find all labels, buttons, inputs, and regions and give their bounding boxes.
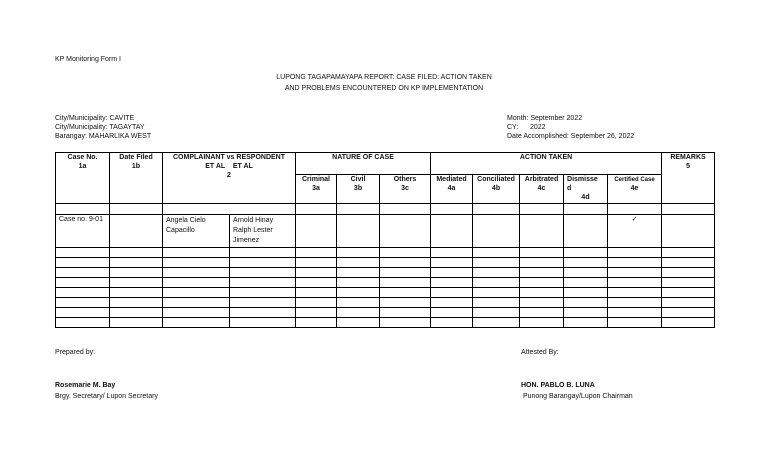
table-cell-empty xyxy=(662,248,715,258)
table-cell-empty xyxy=(380,268,431,278)
table-cell-empty xyxy=(163,308,230,318)
table-cell-empty xyxy=(380,278,431,288)
header-civil-label: Civil xyxy=(350,176,366,183)
header-remarks xyxy=(662,153,715,204)
header-complainant-code: 2 xyxy=(227,171,231,179)
table-cell-empty xyxy=(564,318,608,328)
table-cell-empty xyxy=(608,298,662,308)
table-cell-empty xyxy=(163,288,230,298)
cell-case-no: Case no. 9-01 xyxy=(56,215,110,248)
table-cell-empty xyxy=(56,268,110,278)
cell-complainant: Angela Cielo Capacillo xyxy=(163,215,230,248)
header-mediated-label: Mediated xyxy=(436,176,467,183)
table-cell-empty xyxy=(380,308,431,318)
header-certified-code: 4e xyxy=(630,184,639,192)
table-row-empty xyxy=(56,298,715,308)
prepared-by-label: Prepared by: xyxy=(55,349,96,356)
table-cell-empty xyxy=(296,318,337,328)
table-cell-empty xyxy=(337,278,380,288)
table-cell-empty xyxy=(564,308,608,318)
header-criminal-code: 3a xyxy=(312,184,320,192)
header-arbitrated-code: 4c xyxy=(537,184,546,192)
table-cell-empty xyxy=(662,318,715,328)
cell-dismissed xyxy=(564,215,608,248)
table-cell-empty xyxy=(337,308,380,318)
table-cell-empty xyxy=(473,298,520,308)
header-certified-case xyxy=(608,175,662,204)
table-cell-empty xyxy=(230,268,296,278)
table-cell-empty xyxy=(56,298,110,308)
table-cell-empty xyxy=(296,298,337,308)
table-cell-empty xyxy=(380,258,431,268)
report-month: Month: September 2022 xyxy=(507,115,583,122)
case-report-table xyxy=(55,152,715,328)
table-cell-empty xyxy=(431,268,473,278)
header-et-al: ET AL ET AL xyxy=(205,162,253,170)
attester-title: Punong Barangay/Lupon Chairman xyxy=(521,392,633,400)
header-civil-code: 3b xyxy=(353,184,363,192)
table-cell-empty xyxy=(473,288,520,298)
table-cell-empty xyxy=(520,308,564,318)
header-certified-label: Certified Case xyxy=(614,177,655,183)
date-accomplished: Date Accomplished: September 26, 2022 xyxy=(507,133,635,141)
table-cell-empty xyxy=(431,308,473,318)
table-cell-empty xyxy=(230,248,296,258)
header-dismissed-code: 4d xyxy=(581,193,590,201)
barangay: Barangay: MAHARLIKA WEST xyxy=(55,133,152,141)
table-cell-empty xyxy=(520,268,564,278)
table-cell-empty xyxy=(230,298,296,308)
table-cell-empty xyxy=(520,248,564,258)
table-cell-empty xyxy=(662,258,715,268)
table-cell-empty xyxy=(337,298,380,308)
header-dismissed-label: Dismisse d xyxy=(567,176,598,192)
header-case-no-label: Case No. xyxy=(67,154,98,161)
table-cell-empty xyxy=(520,288,564,298)
table-cell-empty xyxy=(296,258,337,268)
city-municipality-1: City/Municipality: CAVITE xyxy=(55,115,135,122)
table-cell-empty xyxy=(110,288,163,298)
attester-signature-block xyxy=(521,381,633,402)
cell-certified-checkmark: ✓ xyxy=(608,215,662,248)
table-row xyxy=(56,215,715,248)
header-case-no xyxy=(56,153,110,204)
table-cell-empty xyxy=(564,298,608,308)
table-cell-empty xyxy=(520,258,564,268)
table-cell-empty xyxy=(296,308,337,318)
table-cell-empty xyxy=(380,298,431,308)
table-cell-empty xyxy=(662,268,715,278)
table-cell-empty xyxy=(110,258,163,268)
header-action-taken: ACTION TAKEN xyxy=(431,153,662,175)
table-cell-empty xyxy=(608,258,662,268)
table-cell-empty xyxy=(110,318,163,328)
table-cell-empty xyxy=(662,308,715,318)
header-remarks-label: REMARKS xyxy=(670,154,706,161)
table-cell-empty xyxy=(110,248,163,258)
table-cell-empty xyxy=(662,298,715,308)
table-cell-empty xyxy=(431,248,473,258)
table-cell-empty xyxy=(296,278,337,288)
cell-conciliated xyxy=(473,215,520,248)
table-cell-empty xyxy=(608,318,662,328)
table-cell-empty xyxy=(163,278,230,288)
table-cell-empty xyxy=(110,308,163,318)
table-cell-empty xyxy=(564,288,608,298)
table-cell-empty xyxy=(564,268,608,278)
cell-arbitrated xyxy=(520,215,564,248)
period-info xyxy=(507,114,634,141)
preparer-signature-block xyxy=(55,381,158,402)
location-info xyxy=(55,114,151,141)
table-cell-empty xyxy=(608,288,662,298)
table-cell-empty xyxy=(608,278,662,288)
table-row-empty xyxy=(56,258,715,268)
header-mediated xyxy=(431,175,473,204)
table-cell-empty xyxy=(230,288,296,298)
header-remarks-code: 5 xyxy=(686,162,690,170)
table-cell-empty xyxy=(564,278,608,288)
table-row-empty xyxy=(56,248,715,258)
header-others xyxy=(380,175,431,204)
cell-others xyxy=(380,215,431,248)
header-nature-of-case: NATURE OF CASE xyxy=(296,153,431,175)
table-cell-empty xyxy=(56,288,110,298)
header-conciliated xyxy=(473,175,520,204)
table-cell-empty xyxy=(431,298,473,308)
table-cell-empty xyxy=(380,318,431,328)
header-criminal-label: Criminal xyxy=(302,176,331,183)
header-complainant-label: COMPLAINANT vs RESPONDENT xyxy=(173,154,286,161)
table-cell-empty xyxy=(110,268,163,278)
report-title xyxy=(0,73,768,94)
header-date-filed-label: Date Filed xyxy=(119,154,153,161)
table-spacer-row xyxy=(56,204,715,215)
table-cell-empty xyxy=(564,258,608,268)
table-cell-empty xyxy=(337,318,380,328)
table-cell-empty xyxy=(520,318,564,328)
header-others-code: 3c xyxy=(401,184,409,192)
calendar-year: CY: 2022 xyxy=(507,124,546,132)
table-cell-empty xyxy=(473,258,520,268)
attester-name: HON. PABLO B. LUNA xyxy=(521,382,595,389)
table-cell-empty xyxy=(110,278,163,288)
report-title-line1: LUPONG TAGAPAMAYAPA REPORT: CASE FILED: ACTION TAKEN xyxy=(276,74,492,81)
table-cell-empty xyxy=(337,248,380,258)
table-cell-empty xyxy=(163,298,230,308)
report-title-line2: AND PROBLEMS ENCOUNTERED ON KP IMPLEMENTATION xyxy=(284,84,484,92)
table-cell-empty xyxy=(56,318,110,328)
cell-criminal xyxy=(296,215,337,248)
preparer-title: Brgy. Secretary/ Lupon Secretary xyxy=(55,392,158,400)
attested-by-label: Attested By: xyxy=(521,349,559,356)
table-cell-empty xyxy=(56,258,110,268)
table-cell-empty xyxy=(296,288,337,298)
header-mediated-code: 4a xyxy=(447,184,456,192)
cell-mediated xyxy=(431,215,473,248)
table-cell-empty xyxy=(608,308,662,318)
table-cell-empty xyxy=(473,308,520,318)
header-case-no-code: 1a xyxy=(78,162,87,170)
table-row-empty xyxy=(56,318,715,328)
table-cell-empty xyxy=(110,298,163,308)
table-cell-empty xyxy=(163,268,230,278)
table-cell-empty xyxy=(56,308,110,318)
table-cell-empty xyxy=(520,298,564,308)
table-cell-empty xyxy=(163,258,230,268)
cell-respondent: Arnold Hinay Ralph Lester Jimenez xyxy=(230,215,296,248)
table-cell-empty xyxy=(431,278,473,288)
table-cell-empty xyxy=(608,248,662,258)
table-row-empty xyxy=(56,278,715,288)
header-arbitrated xyxy=(520,175,564,204)
header-criminal xyxy=(296,175,337,204)
table-cell-empty xyxy=(608,268,662,278)
form-label: KP Monitoring Form I xyxy=(55,56,122,63)
table-cell-empty xyxy=(473,248,520,258)
table-cell-empty xyxy=(56,278,110,288)
header-conciliated-label: Conciliated xyxy=(477,176,515,183)
header-conciliated-code: 4b xyxy=(491,184,501,192)
table-cell-empty xyxy=(337,268,380,278)
header-others-label: Others xyxy=(393,176,417,183)
header-date-filed-code: 1b xyxy=(131,162,141,170)
table-cell-empty xyxy=(431,258,473,268)
table-row-empty xyxy=(56,308,715,318)
header-dismissed xyxy=(564,175,608,204)
header-arbitrated-label: Arbitrated xyxy=(524,176,559,183)
table-cell-empty xyxy=(56,248,110,258)
table-cell-empty xyxy=(380,248,431,258)
table-cell-empty xyxy=(230,258,296,268)
table-row-empty xyxy=(56,288,715,298)
header-complainant-respondent xyxy=(163,153,296,204)
cell-civil xyxy=(337,215,380,248)
table-cell-empty xyxy=(163,248,230,258)
city-municipality-2: City/Municipality: TAGAYTAY xyxy=(55,124,145,132)
table-cell-empty xyxy=(431,318,473,328)
table-cell-empty xyxy=(337,258,380,268)
table-cell-empty xyxy=(431,288,473,298)
table-cell-empty xyxy=(520,278,564,288)
cell-date-filed xyxy=(110,215,163,248)
table-cell-empty xyxy=(473,318,520,328)
table-cell-empty xyxy=(662,278,715,288)
table-cell-empty xyxy=(296,248,337,258)
preparer-name: Rosemarie M. Bay xyxy=(55,382,116,389)
table-row-empty xyxy=(56,268,715,278)
table-cell-empty xyxy=(163,318,230,328)
table-cell-empty xyxy=(230,318,296,328)
header-civil xyxy=(337,175,380,204)
empty-rows xyxy=(56,248,715,328)
table-cell-empty xyxy=(473,278,520,288)
table-cell-empty xyxy=(380,288,431,298)
table-cell-empty xyxy=(230,308,296,318)
table-cell-empty xyxy=(662,288,715,298)
table-cell-empty xyxy=(230,278,296,288)
table-cell-empty xyxy=(337,288,380,298)
table-cell-empty xyxy=(473,268,520,278)
table-cell-empty xyxy=(296,268,337,278)
cell-remarks xyxy=(662,215,715,248)
table-cell-empty xyxy=(564,248,608,258)
header-date-filed xyxy=(110,153,163,204)
